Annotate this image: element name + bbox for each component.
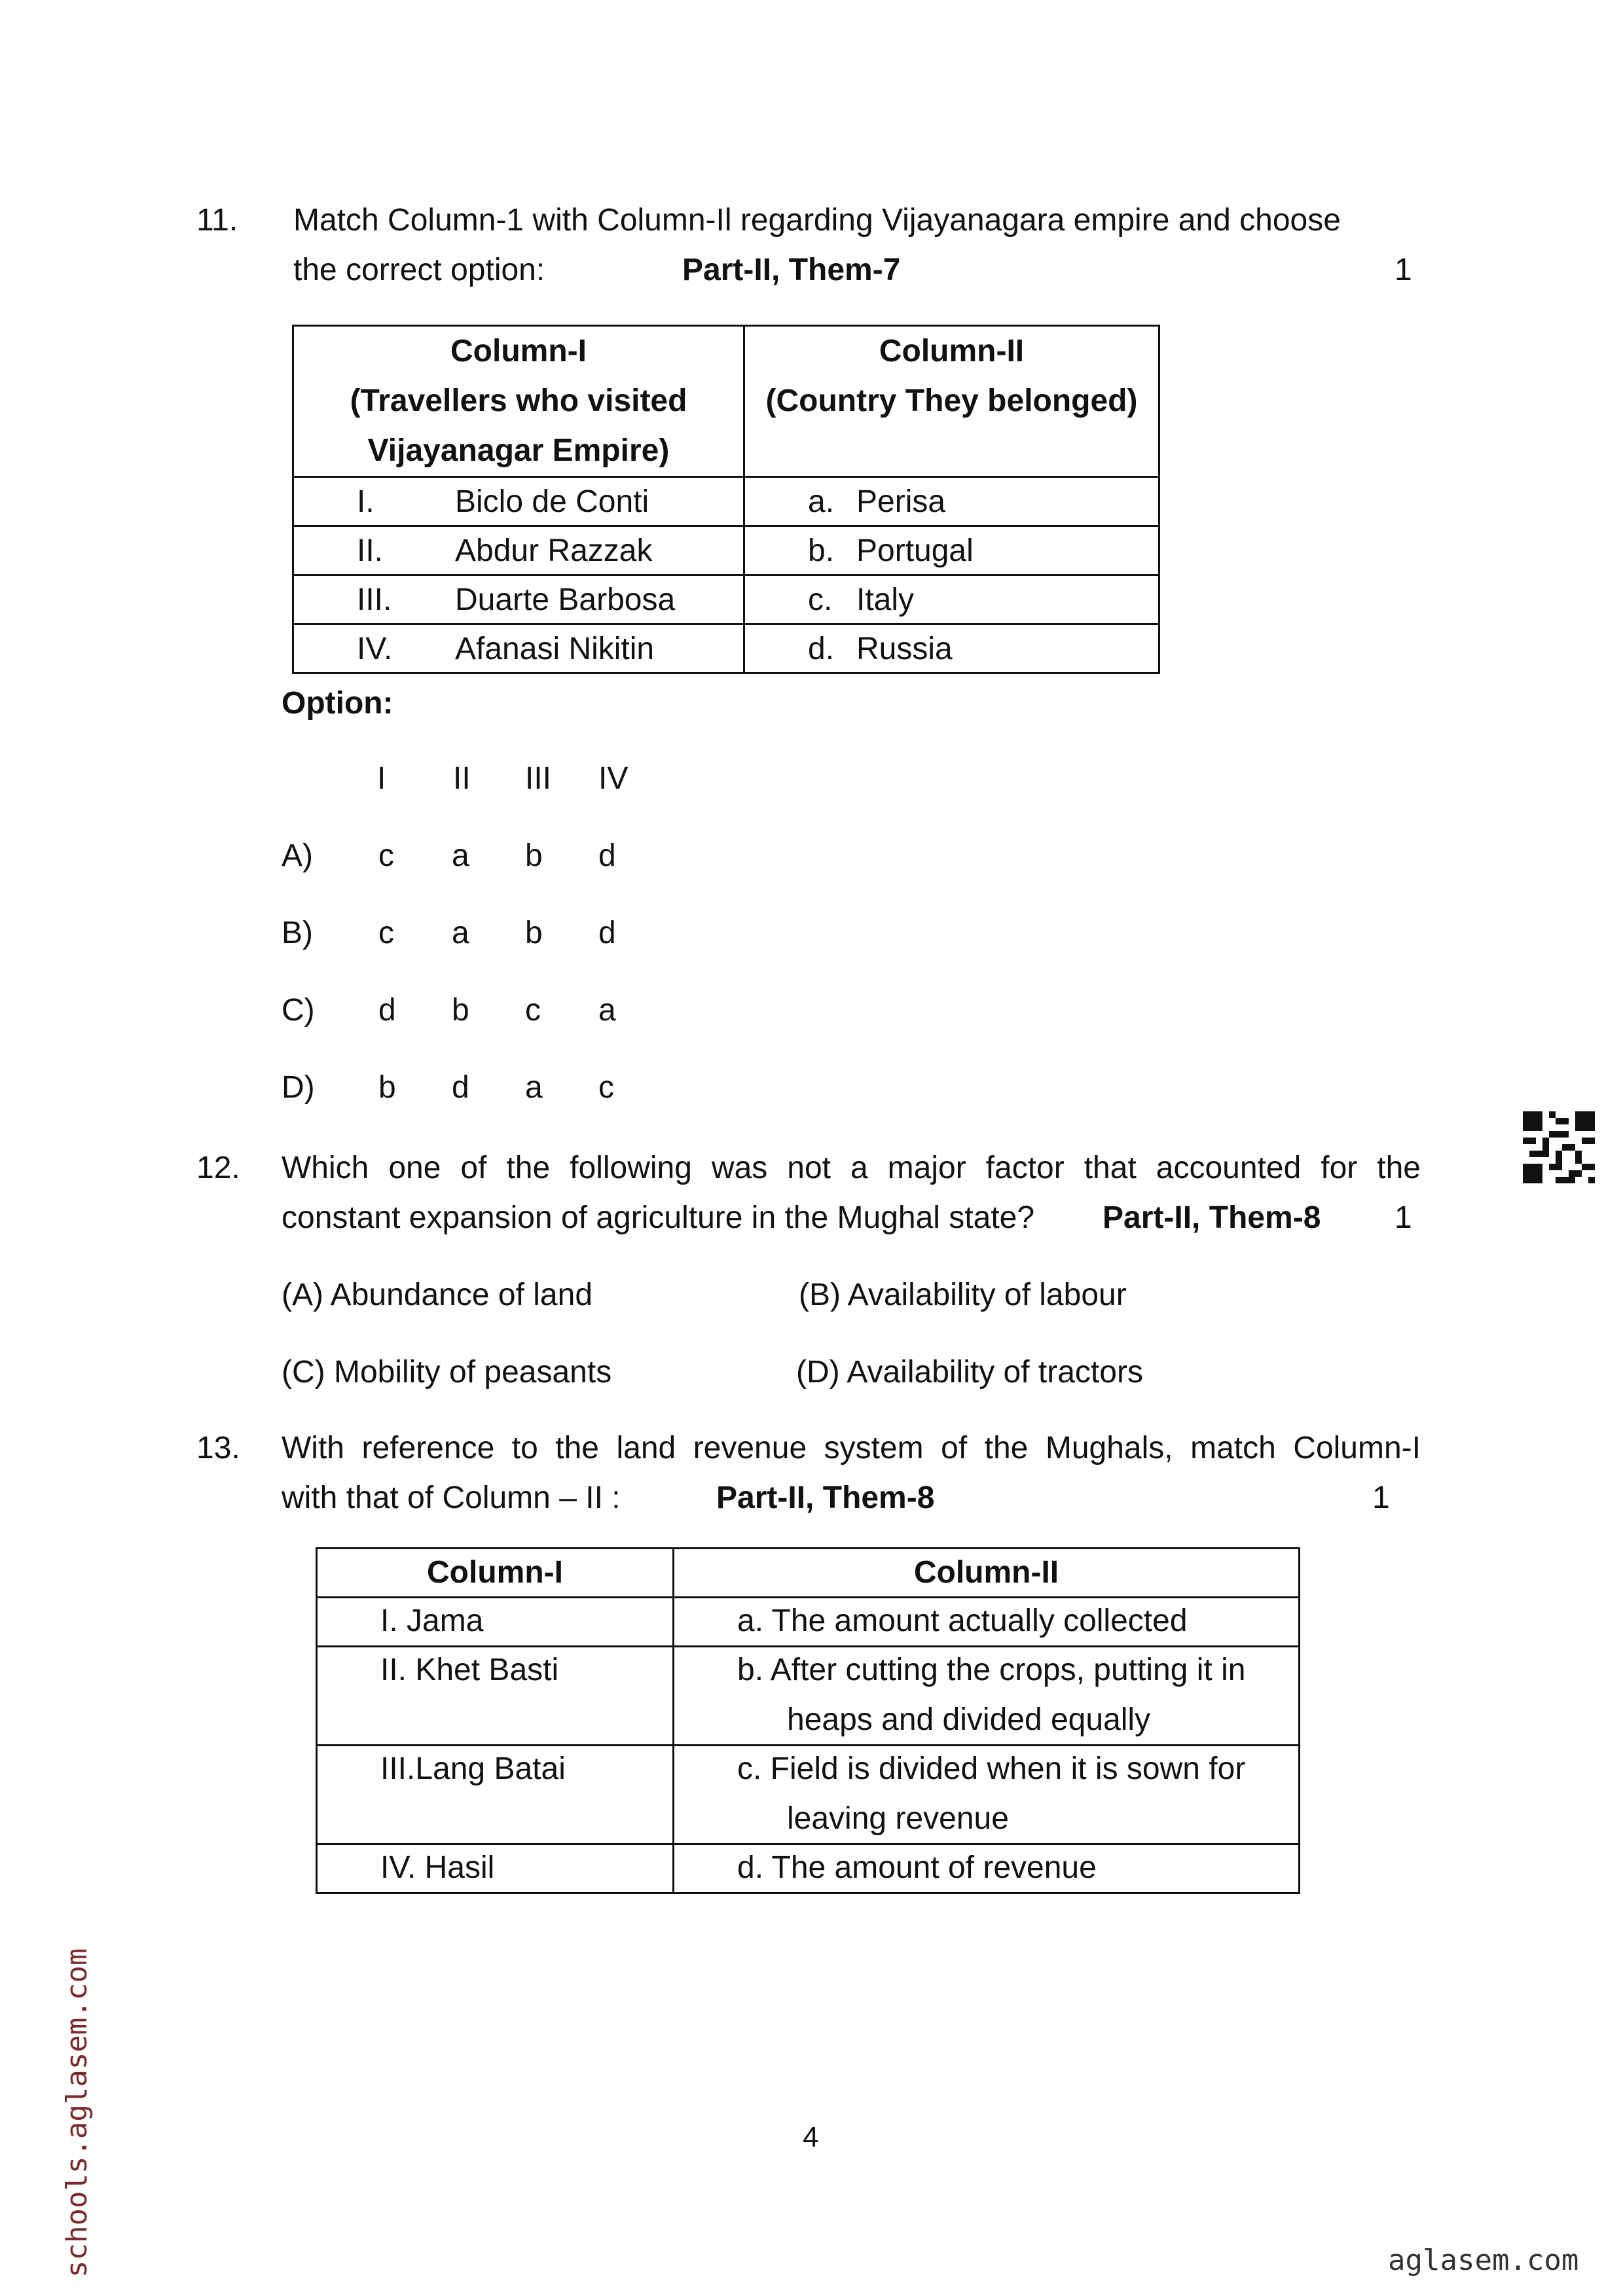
table-row: [293, 477, 1159, 526]
q11-table-header-row: [293, 326, 1159, 477]
option-value: d: [598, 838, 616, 873]
q11-row-country: Portugal: [856, 533, 974, 568]
q11-option-header: I: [377, 761, 386, 796]
q12-number: 12.: [196, 1151, 240, 1185]
option-value: d: [452, 1070, 469, 1105]
option-label: D): [282, 1070, 315, 1105]
q13-text-line1: [282, 1429, 1421, 1467]
option-value: b: [525, 838, 543, 873]
option-value: c: [598, 1070, 614, 1105]
q11-row-traveller: Afanasi Nikitin: [455, 632, 655, 666]
option-value: c: [378, 838, 394, 873]
q13-row-right-line1: d. The amount of revenue: [737, 1850, 1097, 1885]
side-watermark: schools.aglasem.com: [60, 1948, 94, 2278]
q13-table: [316, 1547, 1300, 1894]
q11-col1-head-line3: Vijayanagar Empire): [367, 433, 670, 468]
q12-line1-text: Which one of the following was not a major factor that accounted for the: [282, 1151, 1421, 1185]
q12-choice-c[interactable]: (C) Mobility of peasants: [282, 1355, 612, 1390]
q11-row-num: III.: [357, 583, 392, 617]
option-value: d: [378, 993, 396, 1028]
q11-option-header: IV: [598, 761, 629, 796]
table-row: [317, 1746, 1300, 1844]
q13-marks: 1: [1372, 1480, 1390, 1515]
q11-col2-head-line1: Column-II: [879, 334, 1025, 368]
table-row: [317, 1647, 1300, 1746]
q13-table-header-row: [317, 1549, 1300, 1598]
q11-row-letter: c.: [808, 583, 833, 617]
q11-table: [292, 325, 1160, 674]
option-value: a: [598, 993, 616, 1028]
q11-row-letter: a.: [808, 484, 835, 519]
q12-marks: 1: [1395, 1200, 1412, 1235]
page-number: 4: [803, 2121, 819, 2153]
option-label: A): [282, 838, 313, 873]
q13-row-left: IV. Hasil: [380, 1850, 495, 1885]
q13-row-left: III.Lang Batai: [380, 1751, 566, 1786]
q13-row-right-line1: a. The amount actually collected: [737, 1604, 1188, 1638]
q11-col1-header: [293, 326, 744, 477]
q11-row-letter: d.: [808, 632, 835, 666]
qr-code-icon: [1523, 1111, 1595, 1183]
q13-row-left: I. Jama: [380, 1604, 484, 1638]
corner-watermark: aglasem.com: [1388, 2244, 1579, 2277]
q11-row-traveller: Abdur Razzak: [455, 533, 653, 568]
q11-option-header: II: [453, 761, 471, 796]
q13-row-left: II. Khet Basti: [380, 1653, 559, 1687]
q11-tag: Part-II, Them-7: [682, 253, 901, 287]
q13-tag: Part-II, Them-8: [716, 1480, 935, 1515]
q12-tag: Part-II, Them-8: [1103, 1200, 1321, 1235]
option-value: a: [452, 838, 469, 873]
q11-col1-head-line2: (Travellers who visited: [350, 384, 687, 418]
option-value: c: [378, 916, 394, 950]
q11-row-traveller: Biclo de Conti: [455, 484, 649, 519]
q11-marks: 1: [1395, 253, 1412, 287]
table-row: [317, 1844, 1300, 1893]
option-value: b: [525, 916, 543, 950]
option-value: a: [525, 1070, 543, 1105]
table-row: [293, 526, 1159, 575]
option-value: b: [452, 993, 469, 1028]
option-value: d: [598, 916, 616, 950]
q11-option-header: III: [525, 761, 552, 796]
q13-col2-header: [674, 1549, 1300, 1598]
q11-col2-head-line2: (Country They belonged): [765, 384, 1138, 418]
q13-col1-head-text: Column-I: [427, 1555, 563, 1590]
q13-row-right-line1: c. Field is divided when it is sown for: [737, 1751, 1246, 1786]
q12-choice-a[interactable]: (A) Abundance of land: [282, 1278, 593, 1312]
q11-number: 11.: [196, 203, 238, 238]
option-value: c: [525, 993, 541, 1028]
q11-text-line2: the correct option:: [293, 253, 545, 287]
q11-col1-head-line1: Column-I: [450, 334, 587, 368]
q12-choice-d[interactable]: (D) Availability of tractors: [796, 1355, 1143, 1390]
q11-col2-header: [744, 326, 1159, 477]
q13-number: 13.: [196, 1431, 240, 1465]
option-value: a: [452, 916, 469, 950]
q13-line1-text: With reference to the land revenue system of the Mughals, match Column-I: [282, 1431, 1421, 1465]
q13-text-line2: with that of Column – II :: [282, 1480, 621, 1515]
q11-row-letter: b.: [808, 533, 835, 568]
q11-row-num: I.: [357, 484, 374, 519]
table-row: [293, 624, 1159, 673]
q11-row-country: Italy: [856, 583, 915, 617]
q11-option-label: Option:: [282, 686, 393, 721]
option-label: B): [282, 916, 313, 950]
q11-row-country: Perisa: [856, 484, 946, 519]
table-row: [293, 575, 1159, 624]
table-row: [317, 1598, 1300, 1647]
q13-col1-header: [317, 1549, 674, 1598]
q12-text-line2: constant expansion of agriculture in the Mughal state?: [282, 1200, 1035, 1235]
q11-row-traveller: Duarte Barbosa: [455, 583, 676, 617]
q13-row-right-line1: b. After cutting the crops, putting it in: [737, 1653, 1246, 1687]
q11-row-num: II.: [357, 533, 384, 568]
q13-row-right-line2: heaps and divided equally: [787, 1702, 1151, 1737]
q13-row-right-line2: leaving revenue: [787, 1801, 1009, 1836]
q13-col2-head-text: Column-II: [913, 1555, 1059, 1590]
q11-text-line1: Match Column-1 with Column-Il regarding Vijayanagara empire and choose: [293, 203, 1341, 238]
q11-row-num: IV.: [357, 632, 393, 666]
option-value: b: [378, 1070, 396, 1105]
q11-row-country: Russia: [856, 632, 953, 666]
q12-text-line1: [282, 1149, 1421, 1187]
option-label: C): [282, 993, 315, 1028]
q12-choice-b[interactable]: (B) Availability of labour: [799, 1278, 1127, 1312]
